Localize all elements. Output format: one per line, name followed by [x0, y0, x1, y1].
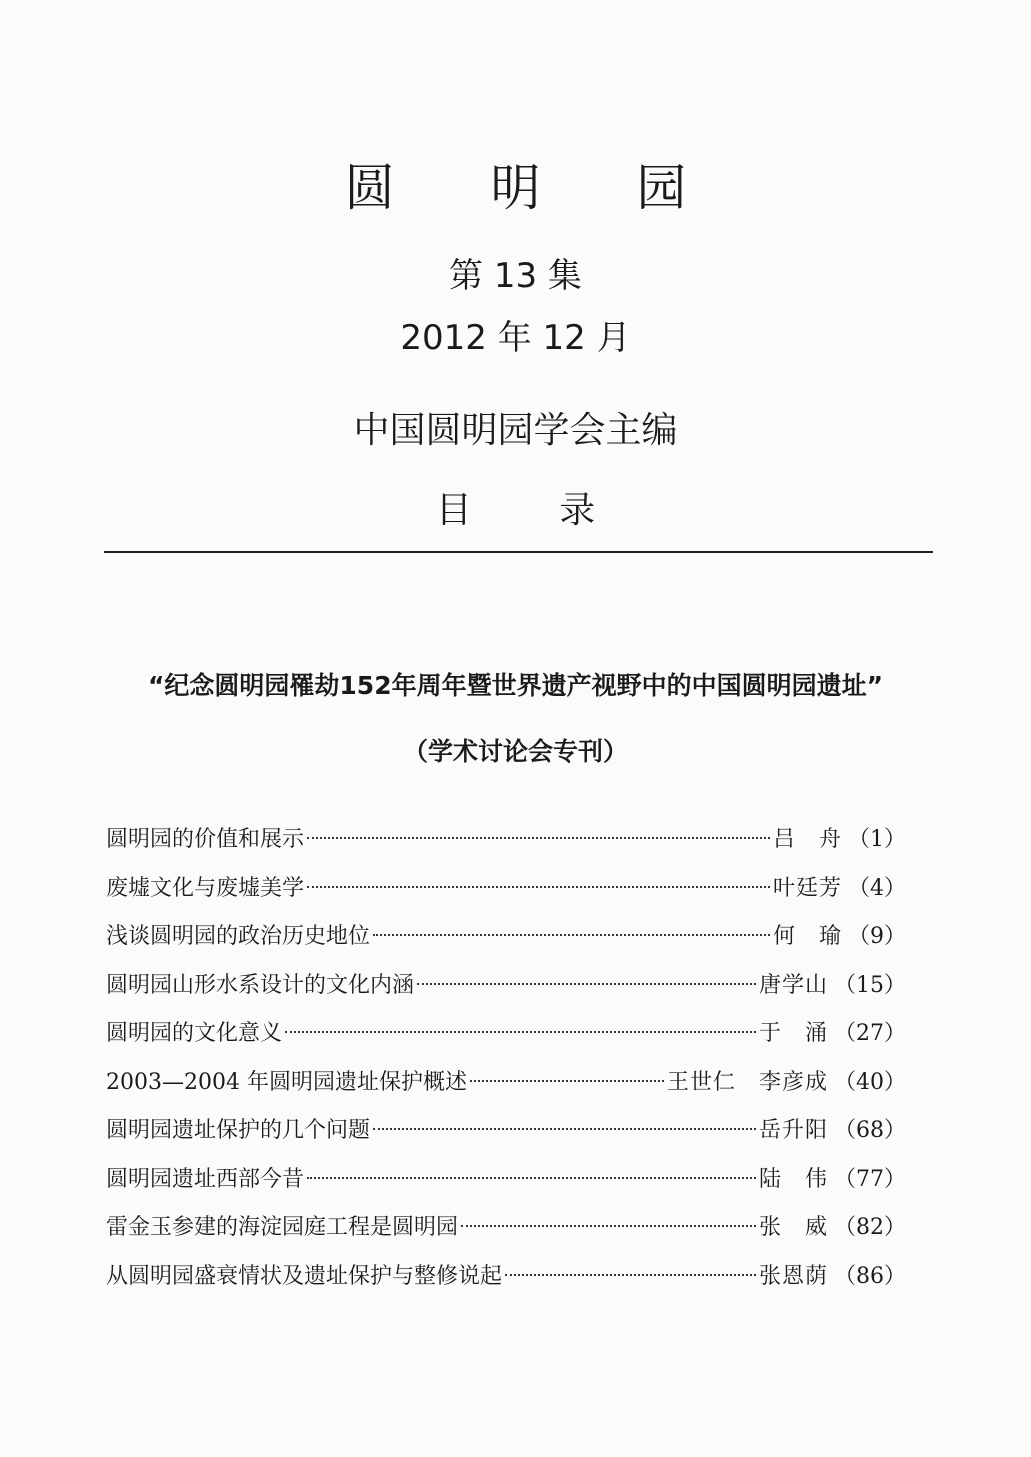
toc-entry-author: 陆 伟 [758, 1166, 828, 1192]
toc-entry-title: 圆明园的文化意义 [106, 1021, 283, 1046]
toc-entry[interactable] [106, 871, 906, 920]
toc-entry-author: 何 瑜 [772, 924, 842, 949]
toc-leader-dots [470, 1080, 664, 1082]
toc-entry-page: （40） [834, 1069, 906, 1095]
toc-entry-page: （9） [848, 924, 906, 949]
toc-entry-page: （15） [834, 972, 906, 998]
toc-entry-author: 张 威 [758, 1215, 828, 1240]
toc-entry-page: （86） [834, 1263, 906, 1289]
issue-date: 2012 年 12 月 [400, 318, 631, 358]
toc-entry-author: 唐学山 [758, 972, 828, 998]
toc-entry-title: 雷金玉参建的海淀园庭工程是圆明园 [106, 1215, 459, 1240]
toc-entry[interactable] [106, 1016, 906, 1065]
toc-heading: 目 录 [435, 490, 634, 531]
toc-leader-dots [417, 983, 756, 985]
toc-leader-dots [461, 1225, 756, 1227]
toc-entry-title: 圆明园山形水系设计的文化内涵 [106, 972, 415, 998]
toc-entry-title: 废墟文化与废墟美学 [106, 875, 305, 901]
toc-entry-title: 2003—2004 年圆明园遗址保护概述 [106, 1069, 467, 1095]
toc-entry[interactable] [106, 1259, 906, 1308]
toc-entry-page: （68） [834, 1118, 906, 1143]
toc-leader-dots [307, 837, 770, 839]
toc-entry-author: 岳升阳 [758, 1118, 828, 1143]
journal-title: 圆 明 园 [344, 159, 727, 217]
toc-entry[interactable] [106, 1210, 906, 1259]
toc-leader-dots [505, 1274, 756, 1276]
special-issue-title: “纪念圆明园罹劫152年周年暨世界遗产视野中的中国圆明园遗址” [147, 671, 884, 700]
toc-entry-title: 圆明园遗址西部今昔 [106, 1166, 305, 1192]
toc-entry-author: 张恩荫 [758, 1263, 828, 1289]
toc-entry-page: （82） [834, 1215, 906, 1240]
toc-leader-dots [373, 934, 770, 936]
table-of-contents [106, 822, 906, 1307]
toc-entry-author: 叶廷芳 [772, 875, 842, 901]
issue-number: 第 13 集 [449, 256, 582, 296]
toc-entry[interactable] [106, 968, 906, 1017]
toc-entry-page: （4） [848, 875, 906, 901]
toc-entry-author: 王世仁 李彦成 [666, 1069, 828, 1095]
divider-rule [104, 551, 933, 553]
toc-leader-dots [373, 1128, 756, 1130]
toc-entry[interactable] [106, 1162, 906, 1211]
toc-entry-author: 吕 舟 [772, 827, 842, 852]
toc-entry-page: （1） [848, 827, 906, 852]
toc-entry[interactable] [106, 822, 906, 871]
toc-entry[interactable] [106, 919, 906, 968]
special-issue-subtitle: （学术讨论会专刊） [402, 737, 628, 766]
toc-leader-dots [307, 886, 770, 888]
toc-entry-title: 从圆明园盛衰情状及遗址保护与整修说起 [106, 1263, 503, 1289]
toc-leader-dots [285, 1031, 756, 1033]
toc-leader-dots [307, 1177, 756, 1179]
toc-entry-title: 浅谈圆明园的政治历史地位 [106, 924, 371, 949]
toc-entry-page: （77） [834, 1166, 906, 1192]
toc-entry[interactable] [106, 1113, 906, 1162]
toc-entry-author: 于 涌 [758, 1021, 828, 1046]
toc-entry[interactable] [106, 1065, 906, 1114]
toc-entry-page: （27） [834, 1021, 906, 1046]
editor-line: 中国圆明园学会主编 [353, 410, 678, 451]
toc-entry-title: 圆明园的价值和展示 [106, 827, 305, 852]
toc-entry-title: 圆明园遗址保护的几个问题 [106, 1118, 371, 1143]
